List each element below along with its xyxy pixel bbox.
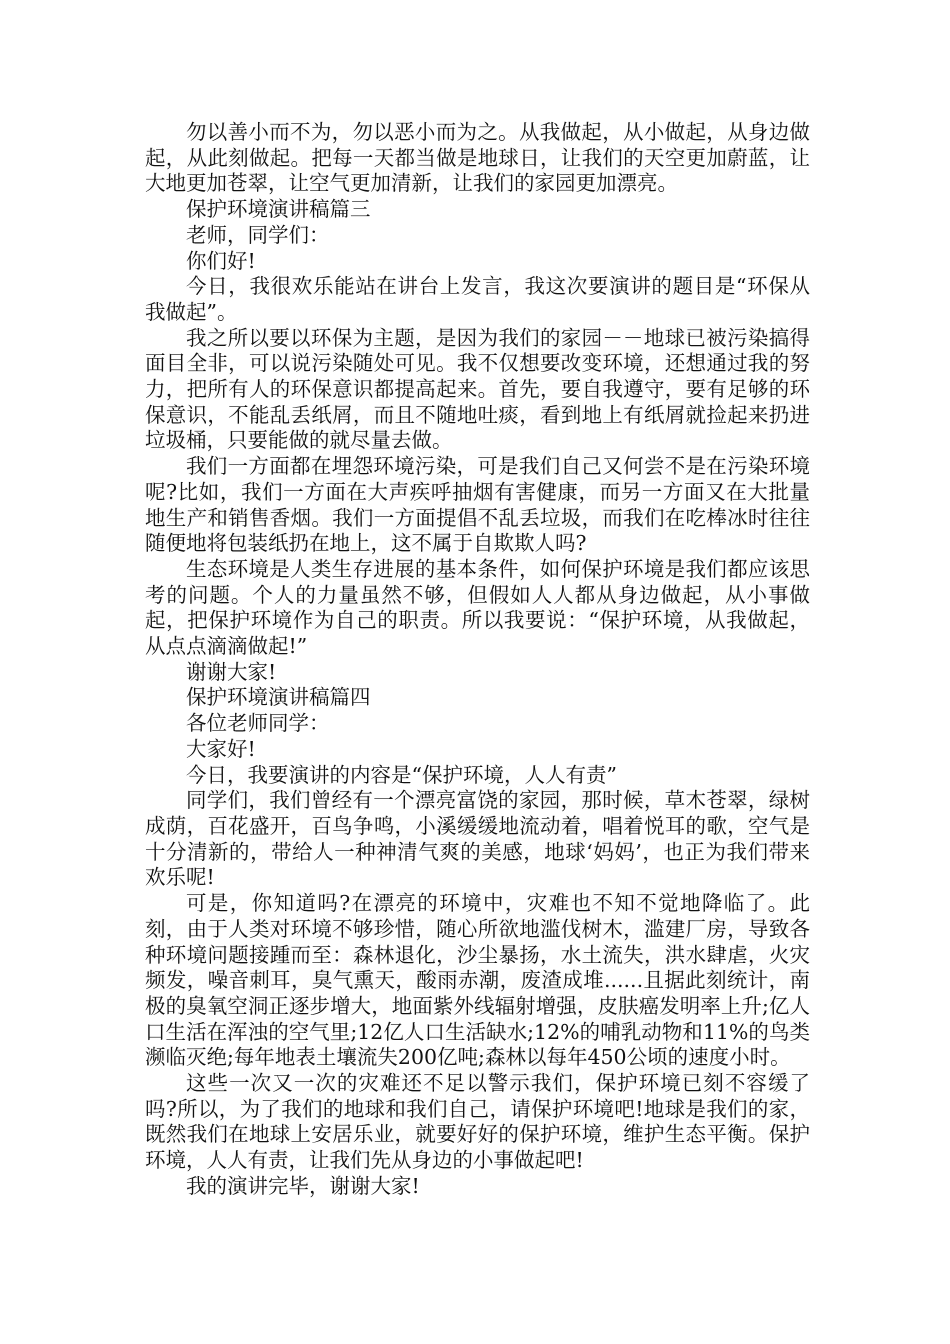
section-heading-part-four: 保护环境演讲稿篇四 [186, 685, 371, 710]
closing-speech-finished: 我的演讲完毕，谢谢大家! [186, 1173, 420, 1198]
paragraph-why-environment: 我之所以要以环保为主题，是因为我们的家园－－地球已被污染搞得面目全非，可以说污染随处可见。我不仅想要改变环境，还想通过我的努力，把所有人的环保意识都提高起来。首先，要自我遵守，要有足够的环保意识，不能乱丢纸屑，而且不随地吐痰，看到地上有纸屑就捡起来扔进垃圾桶，只要能做的就尽量去做。 [145, 325, 810, 453]
closing-thanks: 谢谢大家! [186, 659, 277, 684]
greeting-hello: 你们好! [186, 248, 256, 273]
paragraph-complaining-pollution: 我们一方面都在埋怨环境污染，可是我们自己又何尝不是在污染环境呢?比如，我们一方面在大声疾呼抽烟有害健康，而另一方面又在大批量地生产和销售香烟。我们一方面提倡不乱丢垃圾，而我们在吃棒冰时往往随便地将包装纸扔在地上，这不属于自欺欺人吗? [145, 454, 810, 556]
paragraph-speech-content: 今日，我要演讲的内容是“保护环境，人人有责” [186, 762, 617, 787]
salutation-teachers-classmates: 各位老师同学： [186, 711, 330, 736]
paragraph-ecological-environment: 生态环境是人类生存进展的基本条件，如何保护环境是我们都应该思考的问题。个人的力量虽然不够，但假如人人都从身边做起，从小事做起，把保护环境作为自己的职责。所以我要说：“保护环境，从我做起，从点点滴滴做起!” [145, 556, 810, 659]
paragraph-disasters: 可是，你知道吗?在漂亮的环境中，灾难也不知不觉地降临了。此刻，由于人类对环境不够珍惜，随心所欲地滥伐树木，滥建厂房，导致各种环境问题接踵而至：森林退化，沙尘暴扬，水土流失，洪水肆虐，火灾频发，噪音刺耳，臭气熏天，酸雨赤潮，废渣成堆......且据此刻统计，南极的臭氧空洞正逐步增大，地面紫外线辐射增强，皮肤癌发明率上升;亿人口生活在浑浊的空气里;12亿人口生活缺水;12%的哺乳动物和11%的鸟类濒临灭绝;每年地表土壤流失200亿吨;森林以每年450公顷的速度小时。 [145, 891, 810, 1070]
paragraph-intro-closing: 勿以善小而不为，勿以恶小而为之。从我做起，从小做起，从身边做起，从此刻做起。把每一天都当做是地球日，让我们的天空更加蔚蓝，让大地更加苍翠，让空气更加清新，让我们的家园更加漂亮。 [145, 120, 810, 196]
greeting-everyone: 大家好! [186, 736, 256, 761]
salutation-teachers-students: 老师，同学们： [186, 222, 330, 247]
section-heading-part-three: 保护环境演讲稿篇三 [186, 197, 371, 222]
paragraph-speech-topic: 今日，我很欢乐能站在讲台上发言，我这次要演讲的题目是“环保从我做起”。 [145, 274, 810, 324]
document-page [145, 120, 810, 1200]
paragraph-call-to-action: 这些一次又一次的灾难还不足以警示我们，保护环境已刻不容缓了吗?所以，为了我们的地球和我们自己，请保护环境吧!地球是我们的家，既然我们在地球上安居乐业，就要好好的保护环境，维护生态平衡。保护环境，人人有责，让我们先从身边的小事做起吧! [145, 1071, 810, 1173]
paragraph-beautiful-home: 同学们，我们曾经有一个漂亮富饶的家园，那时候，草木苍翠，绿树成荫，百花盛开，百鸟争鸣，小溪缓缓地流动着，唱着悦耳的歌，空气是十分清新的，带给人一种神清气爽的美感，地球‘妈妈’，也正为我们带来欢乐呢! [145, 788, 810, 890]
